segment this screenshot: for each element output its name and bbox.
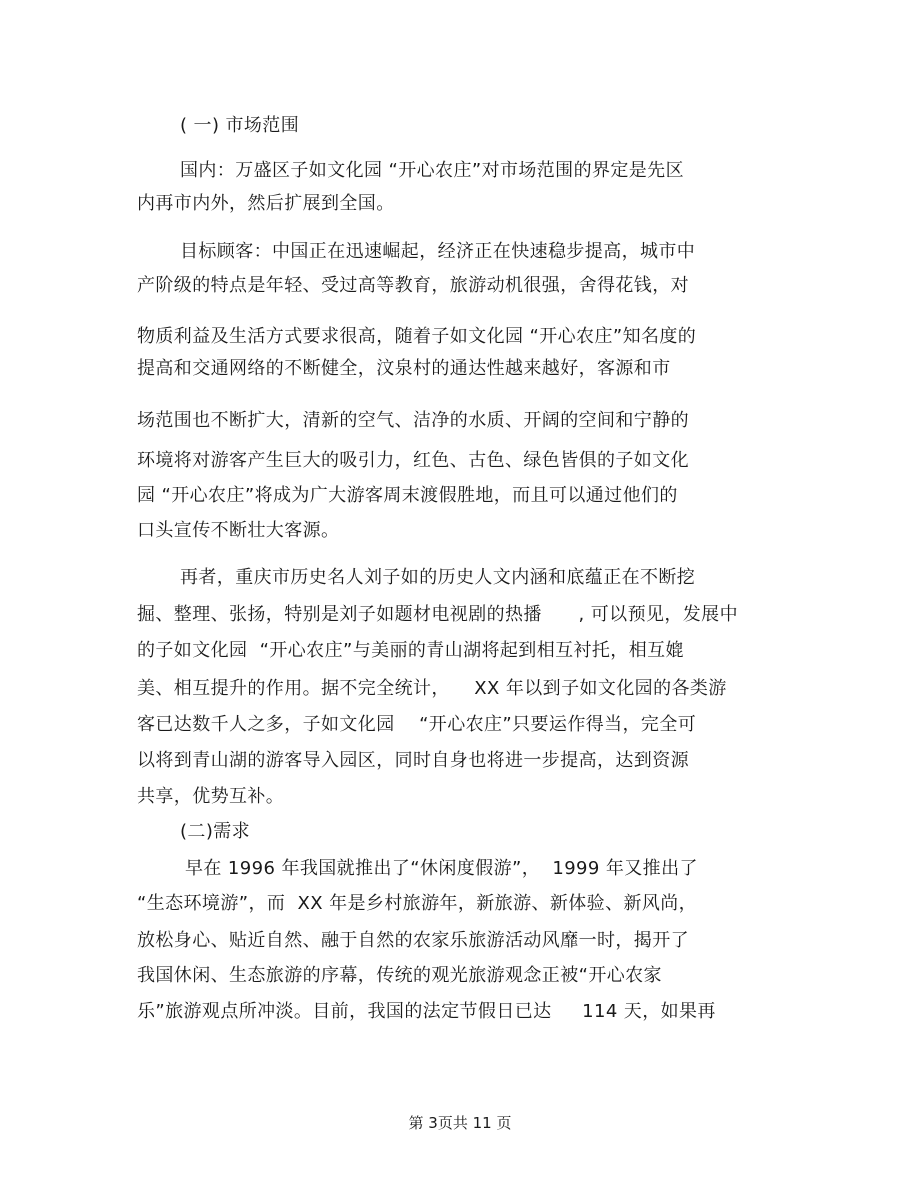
paragraph-line: 口头宣传不断壮大客源。: [137, 520, 340, 541]
paragraph-line: 共享，优势互补。: [137, 786, 285, 807]
paragraph-line: 美、相互提升的作用。据不完全统计， XX 年以到子如文化园的各类游: [137, 678, 727, 699]
section-heading-market-scope: ( 一) 市场范围: [180, 115, 300, 136]
paragraph-line: 园 “开心农庄”将成为广大游客周末渡假胜地，而且可以通过他们的: [137, 485, 678, 506]
paragraph-line: 环境将对游客产生巨大的吸引力，红色、古色、绿色皆俱的子如文化: [137, 450, 689, 471]
paragraph-line: 场范围也不断扩大，清新的空气、洁净的水质、开阔的空间和宁静的: [137, 410, 689, 431]
paragraph-line: “生态环境游”，而 XX 年是乡村旅游年，新旅游、新体验、新风尚，: [137, 893, 698, 914]
paragraph-line: 国内：万盛区子如文化园 “开心农庄”对市场范围的界定是先区: [180, 160, 684, 181]
paragraph-line: 目标顾客：中国正在迅速崛起，经济正在快速稳步提高，城市中: [180, 241, 696, 262]
paragraph-line: 放松身心、贴近自然、融于自然的农家乐旅游活动风靡一时，揭开了: [137, 930, 689, 951]
paragraph-line: 内再市内外，然后扩展到全国。: [137, 193, 395, 214]
paragraph-line: 掘、整理、张扬，特别是刘子如题材电视剧的热播 , 可以预见，发展中: [137, 604, 738, 625]
paragraph-line: 我国休闲、生态旅游的序幕，传统的观光旅游观念正被“开心农家: [137, 965, 662, 986]
paragraph-line: 的子如文化园 “开心农庄”与美丽的青山湖将起到相互衬托，相互媲: [137, 640, 684, 661]
page-number-footer: 第 3页共 11 页: [408, 1114, 512, 1132]
paragraph-line: 客已达数千人之多，子如文化园 “开心农庄”只要运作得当，完全可: [137, 714, 697, 735]
paragraph-line: 以将到青山湖的游客导入园区，同时自身也将进一步提高，达到资源: [137, 750, 689, 771]
paragraph-line: 提高和交通网络的不断健全，汶泉村的通达性越来越好，客源和市: [137, 358, 671, 379]
paragraph-line: 早在 1996 年我国就推出了“休闲度假游”， 1999 年又推出了: [185, 858, 698, 879]
paragraph-line: 物质利益及生活方式要求很高，随着子如文化园 “开心农庄”知名度的: [137, 326, 697, 347]
section-heading-demand: (二)需求: [180, 821, 251, 842]
paragraph-line: 乐”旅游观点所冲淡。目前，我国的法定节假日已达 114 天，如果再: [137, 1001, 716, 1022]
paragraph-line: 产阶级的特点是年轻、受过高等教育，旅游动机很强，舍得花钱，对: [137, 275, 689, 296]
paragraph-line: 再者，重庆市历史名人刘子如的历史人文内涵和底蕴正在不断挖: [180, 567, 696, 588]
